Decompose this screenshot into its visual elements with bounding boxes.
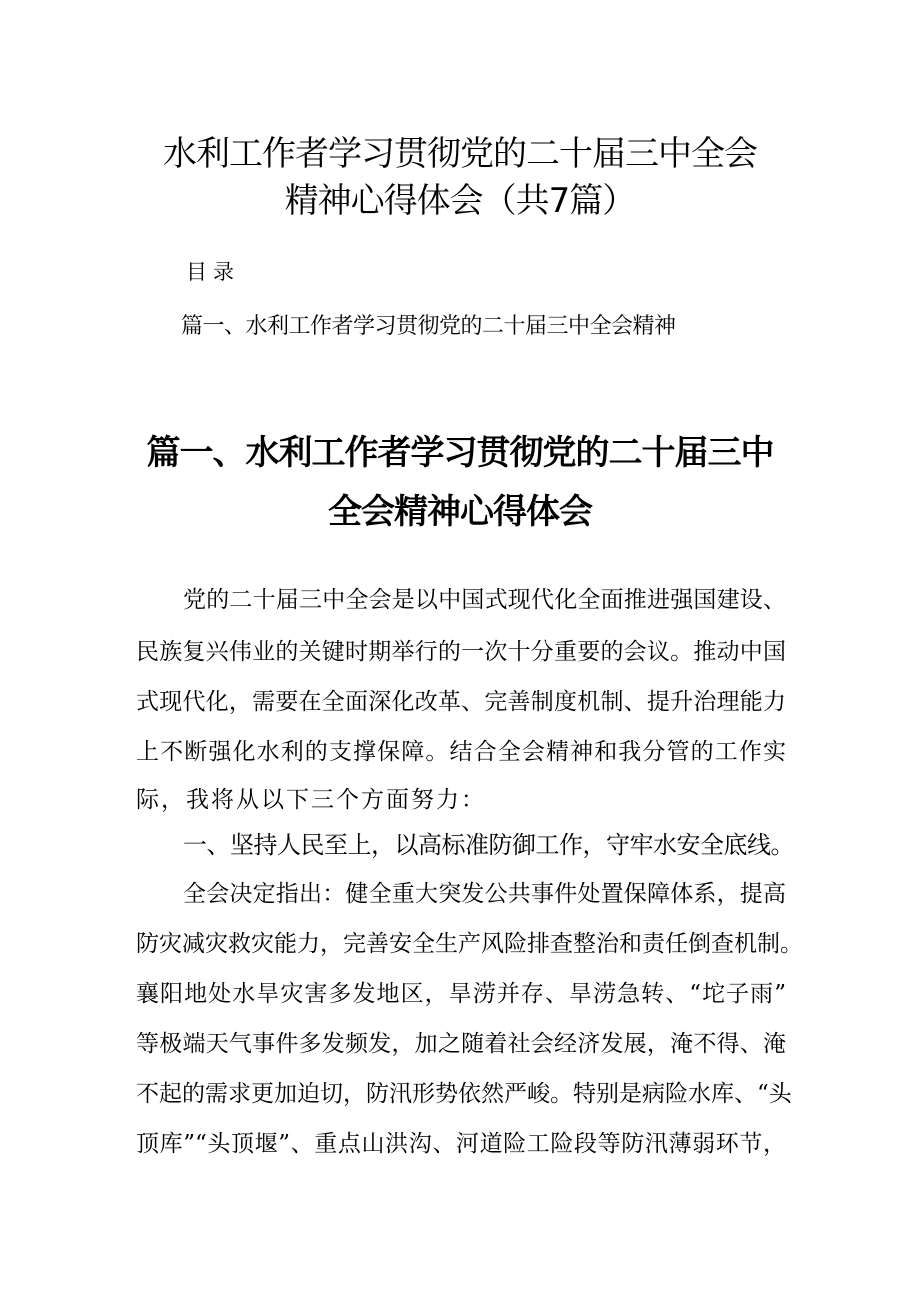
paragraph-line: 上不断强化水利的支撑保障。结合全会精神和我分管的工作实 [136, 739, 786, 765]
paragraph-line: 全会决定指出：健全重大突发公共事件处置保障体系，提高 [183, 881, 786, 907]
section-title-line-1: 篇一、水利工作者学习贯彻党的二十届三中 [146, 433, 774, 473]
toc-item[interactable]: 篇一、水利工作者学习贯彻党的二十届三中全会精神 [181, 314, 676, 339]
paragraph-line: 党的二十届三中全会是以中国式现代化全面推进强国建设、 [183, 587, 786, 613]
section-title-line-2: 全会精神心得体会 [328, 492, 592, 532]
paragraph-line: 顶库”“头顶堰”、重点山洪沟、河道险工险段等防汛薄弱环节， [136, 1131, 786, 1157]
paragraph-line: 式现代化，需要在全面深化改革、完善制度机制、提升治理能力 [136, 689, 786, 715]
document-title-line-1: 水利工作者学习贯彻党的二十届三中全会 [163, 134, 757, 174]
paragraph-line: 民族复兴伟业的关键时期举行的一次十分重要的会议。推动中国 [136, 639, 786, 665]
paragraph-line: 际，我将从以下三个方面努力： [136, 787, 486, 813]
document-title-line-2: 精神心得体会（共7篇） [284, 181, 636, 221]
paragraph-line: 防灾减灾救灾能力，完善安全生产风险排查整治和责任倒查机制。 [136, 931, 803, 957]
toc-heading: 目录 [186, 260, 240, 284]
paragraph-line: 不起的需求更加迫切，防汛形势依然严峻。特别是病险水库、“头 [136, 1081, 792, 1107]
paragraph-line: 等极端天气事件多发频发，加之随着社会经济发展，淹不得、淹 [136, 1031, 786, 1057]
subheading-1: 一、坚持人民至上，以高标准防御工作，守牢水安全底线。 [183, 831, 794, 859]
paragraph-line: 襄阳地处水旱灾害多发地区，旱涝并存、旱涝急转、“坨子雨” [136, 981, 786, 1007]
